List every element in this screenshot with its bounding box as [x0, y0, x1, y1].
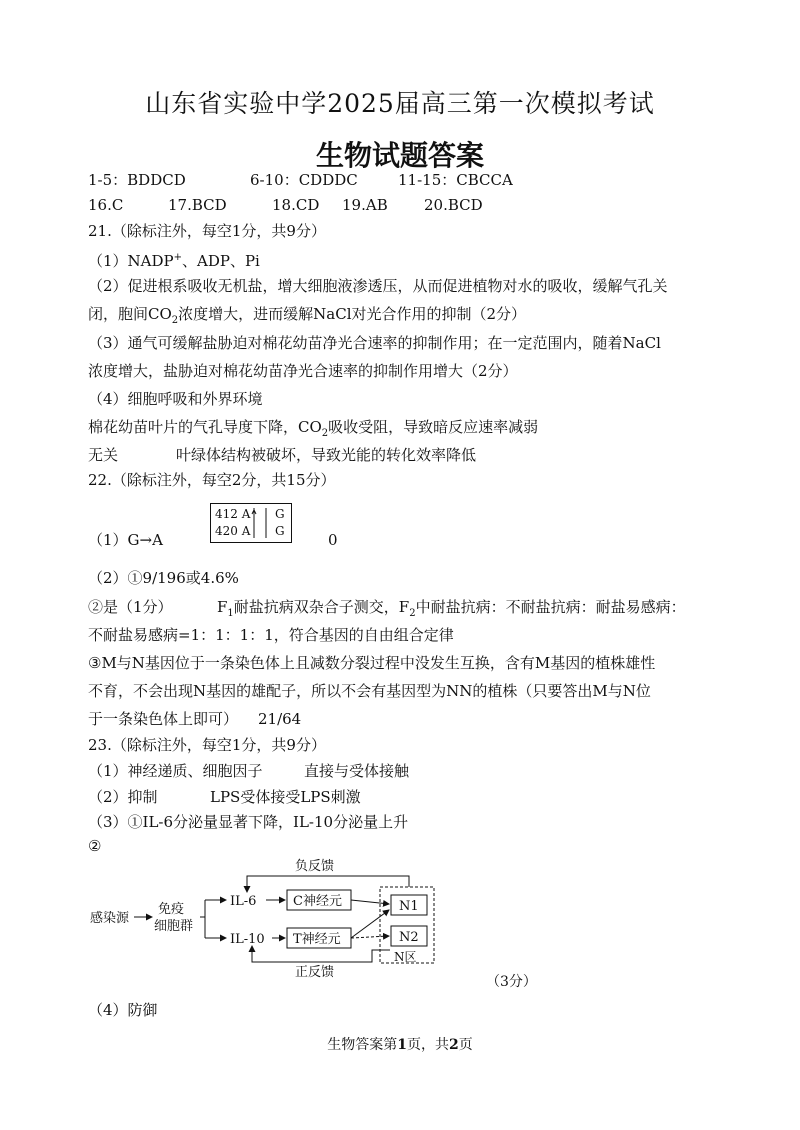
q21-answer-4: （4）细胞呼吸和外界环境 [88, 390, 263, 408]
il10-label: IL-10 [230, 932, 265, 947]
q21-answer-4-line2: 棉花幼苗叶片的气孔导度下降，$CO_2$吸收受阻，导致暗反应速率减弱 [88, 418, 539, 439]
q23-answer-4: （4）防御 [88, 1001, 158, 1019]
immune-cells-label-2: 细胞群 [154, 919, 194, 934]
allele-412-g: G [275, 507, 285, 521]
q21-answer-1: （1）NADP+、ADP、Pi [88, 252, 260, 270]
n-zone-label: N区 [394, 950, 417, 964]
q23-answer-3b: ② [88, 837, 102, 855]
infection-source-label: 感染源 [90, 911, 130, 926]
pos-feedback-label: 正反馈 [295, 965, 335, 980]
q21-answer-4-line3b: 叶绿体结构被破坏，导致光能的转化效率降低 [176, 446, 477, 464]
q22-answer-3-line1: ③M与N基因位于一条染色体上且减数分裂过程中没发生互换，含有M基因的植株雄性 [88, 654, 656, 672]
q22-answer-2b-line1-b: $F_1$耐盐抗病双杂合子测交，$F_2$中耐盐抗病：不耐盐抗病：耐盐易感病： [217, 598, 686, 619]
mc-19: 19.AB [342, 196, 388, 214]
q22-answer-1: （1）G→A [88, 531, 163, 549]
q21-answer-3-line2: 浓度增大，盐胁迫对棉花幼苗净光合速率的抑制作用增大（2分） [88, 362, 518, 380]
q21-header: 21.（除标注外，每空1分，共9分） [88, 222, 326, 240]
q23-answer-1b: 直接与受体接触 [304, 762, 410, 780]
q21-answer-2-line1: （2）促进根系吸收无机盐，增大细胞液渗透压，从而促进植物对水的吸收，缓解气孔关 [88, 277, 668, 295]
q22-answer-3-line3b: 21/64 [258, 710, 302, 728]
mc-11-15: 11-15：CBCCA [398, 171, 513, 189]
allele-420-g: G [275, 524, 285, 538]
page-footer: 生物答案第1页，共2页 [327, 1037, 473, 1053]
il6-label: IL-6 [230, 894, 257, 909]
n2-label: N2 [399, 930, 419, 945]
mc-18: 18.CD [272, 196, 320, 214]
t-to-n2-arrow [351, 936, 389, 938]
q22-answer-2b-line1-a: ②是（1分） [88, 598, 173, 616]
t-neuron-label: T神经元 [293, 932, 341, 947]
mc-20: 20.BCD [424, 196, 483, 214]
neg-feedback-label: 负反馈 [295, 859, 335, 874]
q21-answer-3-line1: （3）通气可缓解盐胁迫对棉花幼苗净光合速率的抑制作用；在一定范围内，随着NaCl [88, 334, 661, 352]
q23-answer-3: （3）①IL-6分泌量显著下降，IL-10分泌量上升 [88, 813, 409, 831]
immune-cells-label-1: 免疫 [158, 902, 185, 917]
t-to-n1-arrow [351, 910, 389, 938]
q22-answer-3-line3a: 于一条染色体上即可） [88, 710, 239, 728]
exam-title: 山东省实验中学2025届高三第一次模拟考试 [145, 89, 655, 118]
allele-420-a: 420 A [215, 524, 251, 538]
q23-answer-2a: （2）抑制 [88, 788, 158, 806]
allele-412-a: 412 A [215, 507, 251, 521]
q21-answer-4-line3a: 无关 [88, 446, 119, 464]
q22-answer-1-zero: 0 [328, 531, 338, 549]
c-neuron-label: C神经元 [293, 894, 342, 909]
allele-box [210, 503, 292, 543]
q21-answer-2-line2: 闭，胞间$CO_2$浓度增大，进而缓解NaCl对光合作用的抑制（2分） [88, 305, 527, 326]
answer-key-title: 生物试题答案 [315, 139, 484, 172]
q23-header: 23.（除标注外，每空1分，共9分） [88, 736, 326, 754]
q23-answer-1a: （1）神经递质、细胞因子 [88, 762, 263, 780]
mc-1-5: 1-5：BDDCD [88, 171, 186, 189]
strand-lines [211, 504, 291, 542]
mc-6-10: 6-10：CDDDC [250, 171, 358, 189]
n1-label: N1 [399, 899, 419, 914]
mc-17: 17.BCD [168, 196, 227, 214]
feedback-diagram [0, 850, 800, 1000]
q22-answer-2: （2）①9/196或4.6% [88, 569, 239, 587]
q23-answer-2b: LPS受体接受LPS刺激 [210, 788, 361, 806]
q22-answer-3-line2: 不育，不会出现N基因的雄配子，所以不会有基因型为NN的植株（只要答出M与N位 [88, 682, 651, 700]
c-to-n1-arrow [351, 900, 389, 904]
mc-16: 16.C [88, 196, 124, 214]
q22-answer-2b-line2: 不耐盐易感病=1：1：1：1，符合基因的自由组合定律 [88, 626, 454, 644]
q22-header: 22.（除标注外，每空2分，共15分） [88, 471, 336, 489]
diagram-score: （3分） [486, 974, 537, 990]
